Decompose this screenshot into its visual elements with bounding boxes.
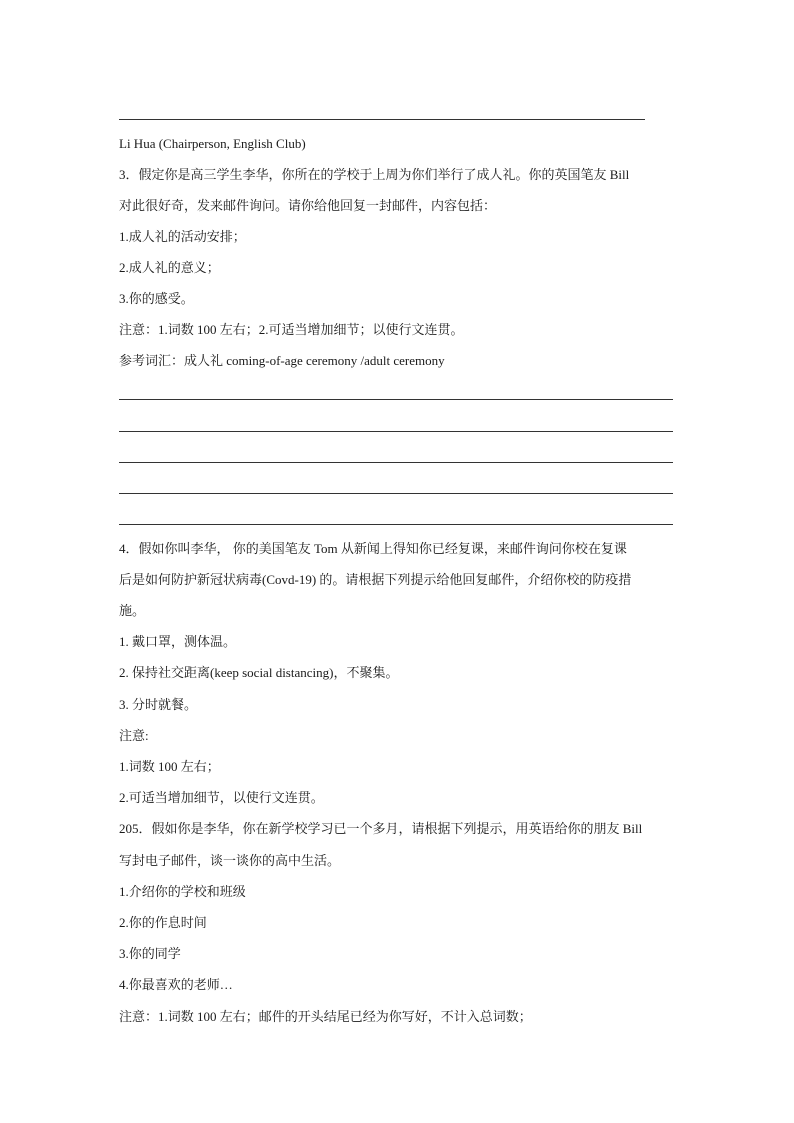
q205-note: 注意：1.词数 100 左右；邮件的开头结尾已经为你写好，不计入总词数； [119, 1009, 532, 1024]
q205-point: 1.介绍你的学校和班级 [119, 884, 246, 899]
q205-point: 3.你的同学 [119, 946, 181, 961]
q205-point: 2.你的作息时间 [119, 915, 207, 930]
q205-prompt-line1: 205．假如你是李华，你在新学校学习已一个多月，请根据下列提示，用英语给你的朋友 Bill [119, 821, 643, 836]
q3-prompt-line2: 对此很好奇，发来邮件询问。请你给他回复一封邮件，内容包括： [119, 198, 497, 213]
answer-line [119, 399, 673, 400]
writing-line [119, 119, 645, 120]
q205-point: 4.你最喜欢的老师… [119, 977, 233, 992]
q4-note: 2.可适当增加细节，以使行文连贯。 [119, 790, 324, 805]
answer-line [119, 524, 673, 525]
q3-note: 注意：1.词数 100 左右；2.可适当增加细节；以使行文连贯。 [119, 322, 464, 337]
q4-point: 3. 分时就餐。 [119, 697, 198, 712]
answer-line [119, 462, 673, 463]
signature: Li Hua (Chairperson, English Club) [119, 136, 306, 151]
answer-line [119, 493, 673, 494]
q3-vocab: 参考词汇：成人礼 coming-of-age ceremony /adult ceremony [119, 353, 445, 368]
q4-point: 1. 戴口罩，测体温。 [119, 634, 237, 649]
q3-point: 3.你的感受。 [119, 291, 194, 306]
q4-prompt-line3: 施。 [119, 603, 146, 618]
q4-prompt-line2: 后是如何防护新冠状病毒(Covd-19) 的。请根据下列提示给他回复邮件，介绍你校的防疫措 [119, 572, 632, 587]
q4-note-title: 注意: [119, 728, 149, 743]
q4-note: 1.词数 100 左右； [119, 759, 220, 774]
q4-point: 2. 保持社交距离(keep social distancing)，不聚集。 [119, 665, 399, 680]
q3-point: 2.成人礼的意义； [119, 260, 220, 275]
q4-prompt-line1: 4．假如你叫李华， 你的美国笔友 Tom 从新闻上得知你已经复课，来邮件询问你校在复课 [119, 541, 627, 556]
q3-prompt-line1: 3．假定你是高三学生李华，你所在的学校于上周为你们举行了成人礼。你的英国笔友 Bill [119, 167, 630, 182]
answer-line [119, 431, 673, 432]
q205-prompt-line2: 写封电子邮件，谈一谈你的高中生活。 [119, 853, 341, 868]
q3-point: 1.成人礼的活动安排； [119, 229, 246, 244]
